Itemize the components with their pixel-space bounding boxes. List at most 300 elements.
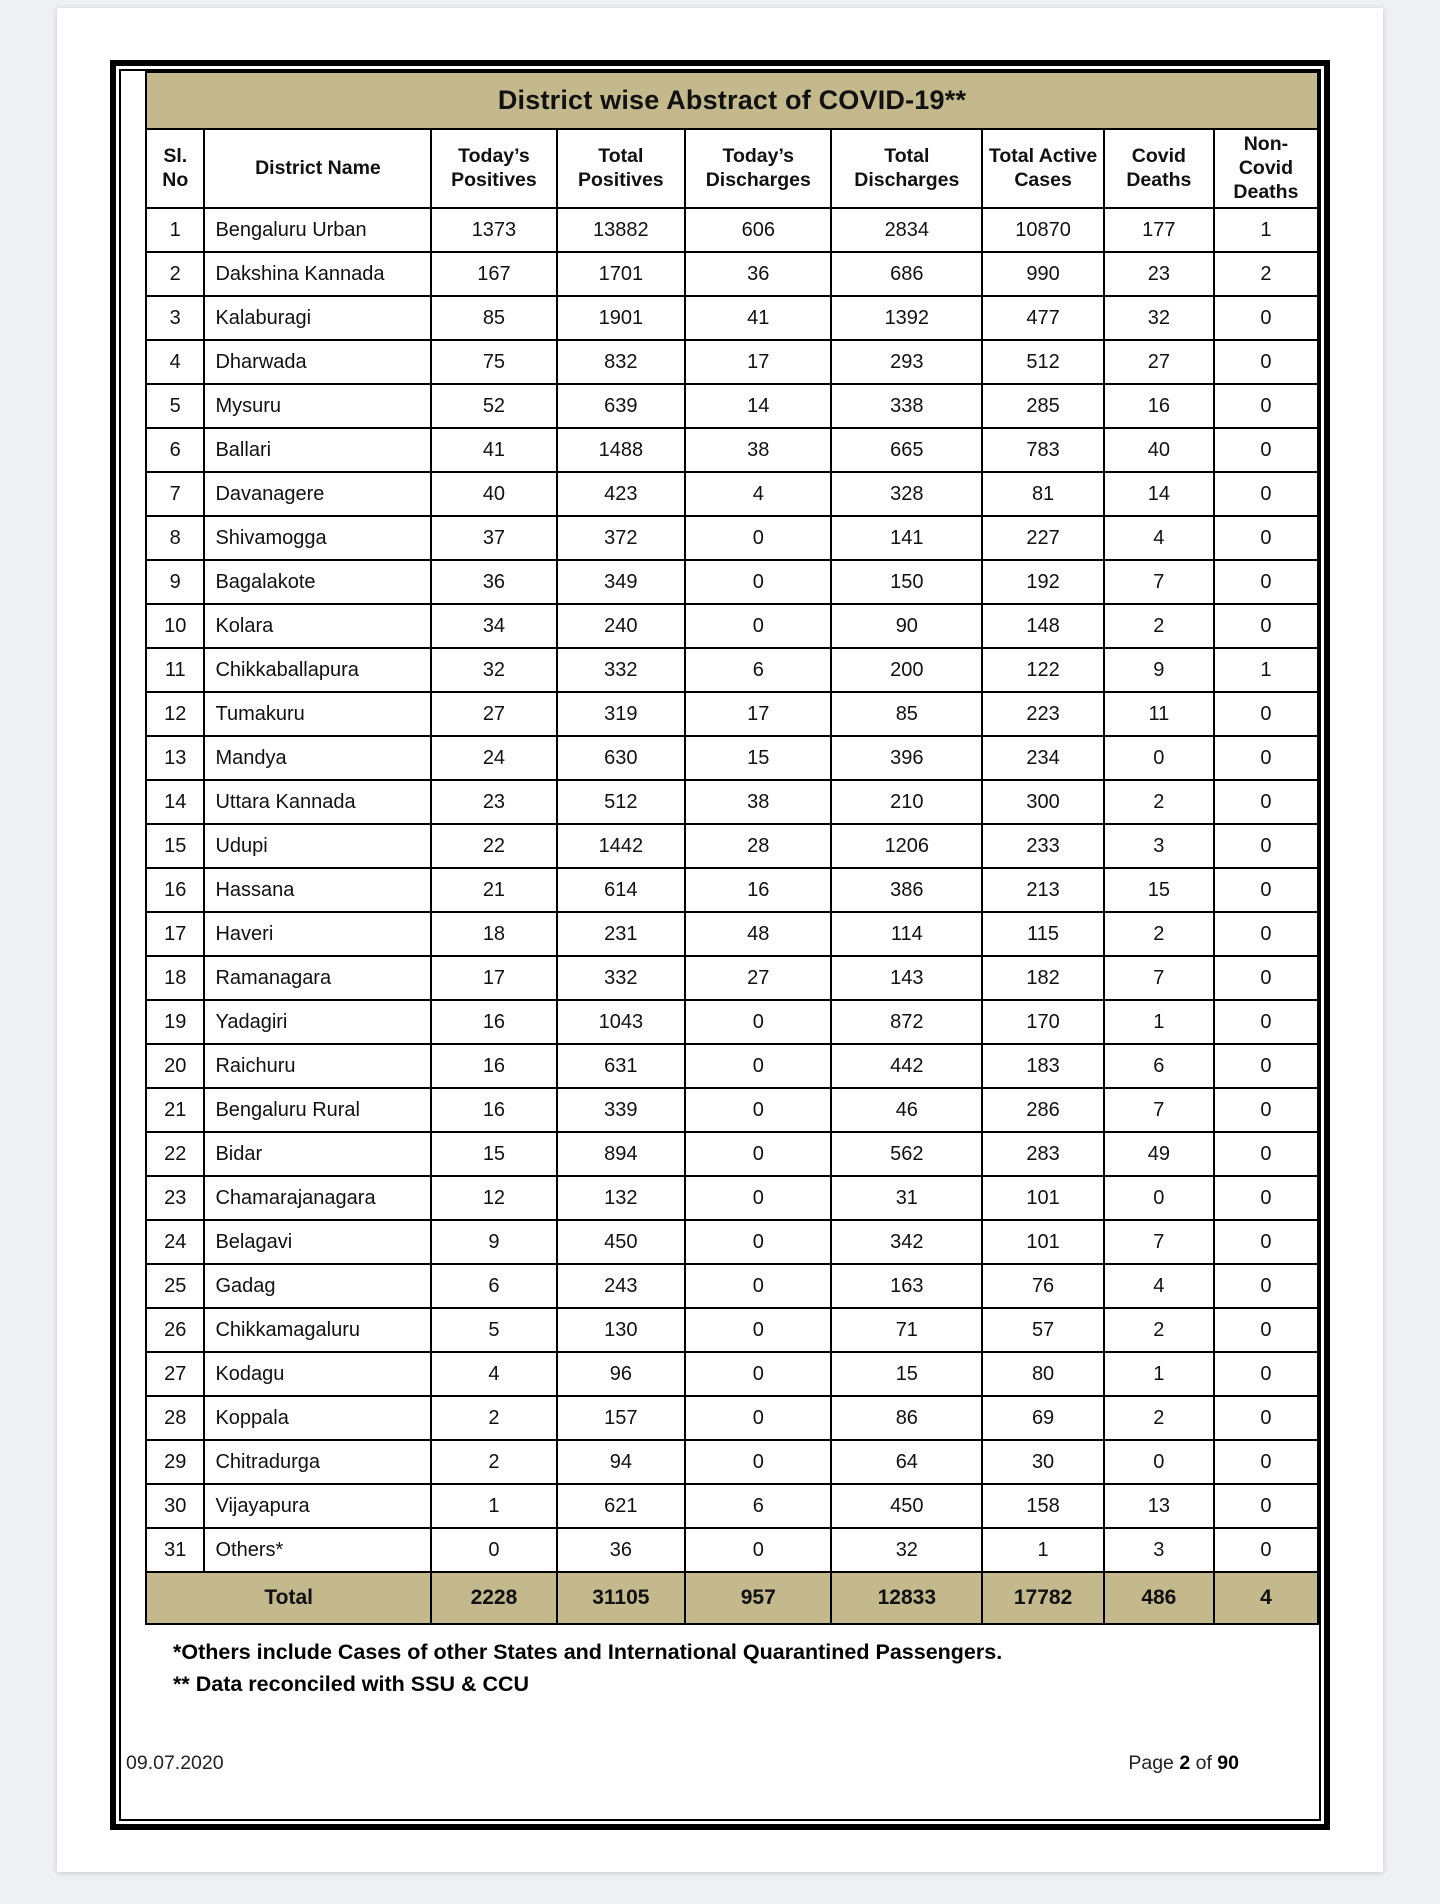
column-header-3: Total Positives — [557, 129, 686, 208]
cell-slno: 5 — [146, 384, 204, 428]
cell-district: Tumakuru — [204, 692, 431, 736]
cell-value: 2 — [1104, 912, 1214, 956]
cell-value: 12 — [431, 1176, 556, 1220]
cell-value: 2 — [431, 1396, 556, 1440]
cell-value: 143 — [831, 956, 982, 1000]
total-value: 486 — [1104, 1572, 1214, 1624]
cell-value: 332 — [557, 648, 686, 692]
cell-value: 46 — [831, 1088, 982, 1132]
page-indicator-prefix: Page — [1128, 1752, 1174, 1774]
cell-district: Kodagu — [204, 1352, 431, 1396]
table-row — [146, 1352, 1318, 1396]
cell-value: 0 — [1214, 1352, 1318, 1396]
cell-slno: 14 — [146, 780, 204, 824]
cell-value: 631 — [557, 1044, 686, 1088]
cell-value: 69 — [982, 1396, 1104, 1440]
cell-value: 0 — [1214, 296, 1318, 340]
cell-value: 606 — [685, 208, 831, 252]
cell-district: Ballari — [204, 428, 431, 472]
cell-value: 170 — [982, 1000, 1104, 1044]
cell-value: 2 — [1104, 1308, 1214, 1352]
cell-slno: 19 — [146, 1000, 204, 1044]
cell-value: 2 — [1104, 1396, 1214, 1440]
cell-value: 234 — [982, 736, 1104, 780]
cell-value: 85 — [431, 296, 556, 340]
cell-district: Davanagere — [204, 472, 431, 516]
table-row — [146, 1088, 1318, 1132]
column-header-5: Total Discharges — [831, 129, 982, 208]
cell-district: Others* — [204, 1528, 431, 1572]
cell-value: 40 — [431, 472, 556, 516]
total-value: 2228 — [431, 1572, 556, 1624]
cell-value: 477 — [982, 296, 1104, 340]
cell-slno: 2 — [146, 252, 204, 296]
cell-value: 293 — [831, 340, 982, 384]
cell-value: 94 — [557, 1440, 686, 1484]
cell-value: 80 — [982, 1352, 1104, 1396]
cell-value: 0 — [1214, 1132, 1318, 1176]
cell-district: Koppala — [204, 1396, 431, 1440]
table-row — [146, 560, 1318, 604]
cell-value: 1043 — [557, 1000, 686, 1044]
cell-value: 0 — [685, 1220, 831, 1264]
table-title: District wise Abstract of COVID-19** — [146, 72, 1318, 129]
cell-value: 7 — [1104, 956, 1214, 1000]
table-row — [146, 868, 1318, 912]
table-header-row — [146, 129, 1318, 208]
cell-value: 141 — [831, 516, 982, 560]
cell-value: 6 — [685, 1484, 831, 1528]
cell-district: Chitradurga — [204, 1440, 431, 1484]
cell-value: 0 — [1214, 1176, 1318, 1220]
cell-value: 0 — [1214, 1484, 1318, 1528]
cell-value: 686 — [831, 252, 982, 296]
cell-value: 0 — [1214, 1220, 1318, 1264]
table-row — [146, 736, 1318, 780]
cell-value: 2 — [431, 1440, 556, 1484]
table-row — [146, 1044, 1318, 1088]
cell-value: 0 — [1214, 912, 1318, 956]
cell-value: 76 — [982, 1264, 1104, 1308]
cell-value: 30 — [982, 1440, 1104, 1484]
table-row — [146, 340, 1318, 384]
cell-value: 872 — [831, 1000, 982, 1044]
cell-value: 3 — [1104, 1528, 1214, 1572]
cell-value: 0 — [1214, 384, 1318, 428]
cell-value: 0 — [1214, 736, 1318, 780]
cell-slno: 9 — [146, 560, 204, 604]
total-value: 12833 — [831, 1572, 982, 1624]
cell-value: 0 — [1214, 472, 1318, 516]
table-row — [146, 1132, 1318, 1176]
cell-value: 0 — [685, 1528, 831, 1572]
cell-value: 894 — [557, 1132, 686, 1176]
cell-value: 2 — [1104, 780, 1214, 824]
cell-slno: 15 — [146, 824, 204, 868]
cell-district: Belagavi — [204, 1220, 431, 1264]
cell-value: 1 — [1214, 648, 1318, 692]
cell-value: 1 — [982, 1528, 1104, 1572]
table-row — [146, 604, 1318, 648]
cell-value: 286 — [982, 1088, 1104, 1132]
cell-district: Chikkaballapura — [204, 648, 431, 692]
cell-value: 157 — [557, 1396, 686, 1440]
footnote-others: *Others include Cases of other States and International Quarantined Passengers. — [173, 1640, 1003, 1665]
cell-district: Dakshina Kannada — [204, 252, 431, 296]
page-indicator-total: 90 — [1217, 1752, 1239, 1774]
cell-value: 0 — [1104, 1440, 1214, 1484]
cell-value: 450 — [831, 1484, 982, 1528]
cell-value: 283 — [982, 1132, 1104, 1176]
cell-value: 23 — [1104, 252, 1214, 296]
cell-slno: 25 — [146, 1264, 204, 1308]
cell-district: Gadag — [204, 1264, 431, 1308]
cell-value: 148 — [982, 604, 1104, 648]
table-row — [146, 692, 1318, 736]
cell-value: 38 — [685, 428, 831, 472]
cell-value: 36 — [685, 252, 831, 296]
cell-slno: 6 — [146, 428, 204, 472]
cell-value: 85 — [831, 692, 982, 736]
cell-value: 1 — [1214, 208, 1318, 252]
cell-value: 349 — [557, 560, 686, 604]
table-row — [146, 1264, 1318, 1308]
cell-value: 442 — [831, 1044, 982, 1088]
cell-slno: 24 — [146, 1220, 204, 1264]
cell-value: 4 — [685, 472, 831, 516]
cell-value: 57 — [982, 1308, 1104, 1352]
cell-district: Bengaluru Rural — [204, 1088, 431, 1132]
total-value: 17782 — [982, 1572, 1104, 1624]
cell-district: Bagalakote — [204, 560, 431, 604]
cell-value: 243 — [557, 1264, 686, 1308]
cell-value: 2 — [1104, 604, 1214, 648]
cell-value: 2834 — [831, 208, 982, 252]
cell-value: 17 — [685, 692, 831, 736]
cell-value: 49 — [1104, 1132, 1214, 1176]
cell-value: 36 — [431, 560, 556, 604]
cell-value: 1206 — [831, 824, 982, 868]
cell-value: 81 — [982, 472, 1104, 516]
cell-value: 132 — [557, 1176, 686, 1220]
cell-value: 96 — [557, 1352, 686, 1396]
cell-value: 7 — [1104, 1220, 1214, 1264]
cell-district: Yadagiri — [204, 1000, 431, 1044]
cell-value: 990 — [982, 252, 1104, 296]
table-row — [146, 428, 1318, 472]
cell-value: 1901 — [557, 296, 686, 340]
cell-value: 562 — [831, 1132, 982, 1176]
cell-district: Shivamogga — [204, 516, 431, 560]
cell-district: Mandya — [204, 736, 431, 780]
cell-value: 0 — [685, 1132, 831, 1176]
cell-value: 0 — [685, 560, 831, 604]
cell-value: 0 — [1214, 1440, 1318, 1484]
cell-value: 1 — [431, 1484, 556, 1528]
cell-value: 639 — [557, 384, 686, 428]
report-date: 09.07.2020 — [126, 1752, 224, 1774]
cell-value: 342 — [831, 1220, 982, 1264]
cell-value: 1442 — [557, 824, 686, 868]
cell-slno: 21 — [146, 1088, 204, 1132]
cell-slno: 31 — [146, 1528, 204, 1572]
cell-value: 192 — [982, 560, 1104, 604]
cell-value: 338 — [831, 384, 982, 428]
column-header-8: Non-Covid Deaths — [1214, 129, 1318, 208]
cell-value: 27 — [1104, 340, 1214, 384]
cell-value: 630 — [557, 736, 686, 780]
cell-value: 101 — [982, 1176, 1104, 1220]
cell-value: 240 — [557, 604, 686, 648]
cell-district: Ramanagara — [204, 956, 431, 1000]
cell-value: 0 — [1214, 604, 1318, 648]
cell-value: 150 — [831, 560, 982, 604]
footnotes — [145, 1625, 1319, 1699]
cell-value: 16 — [431, 1044, 556, 1088]
cell-value: 0 — [1214, 1088, 1318, 1132]
cell-value: 13882 — [557, 208, 686, 252]
cell-district: Kolara — [204, 604, 431, 648]
cell-value: 6 — [1104, 1044, 1214, 1088]
cell-value: 4 — [1104, 1264, 1214, 1308]
cell-value: 0 — [1214, 560, 1318, 604]
cell-value: 48 — [685, 912, 831, 956]
cell-slno: 22 — [146, 1132, 204, 1176]
cell-value: 0 — [685, 1044, 831, 1088]
cell-district: Dharwada — [204, 340, 431, 384]
cell-value: 5 — [431, 1308, 556, 1352]
cell-value: 9 — [1104, 648, 1214, 692]
cell-value: 15 — [1104, 868, 1214, 912]
table-body — [146, 208, 1318, 1572]
cell-value: 15 — [431, 1132, 556, 1176]
cell-value: 27 — [431, 692, 556, 736]
cell-value: 6 — [685, 648, 831, 692]
cell-slno: 16 — [146, 868, 204, 912]
table-row — [146, 1484, 1318, 1528]
cell-value: 0 — [1214, 824, 1318, 868]
total-value: 4 — [1214, 1572, 1318, 1624]
table-row — [146, 1440, 1318, 1484]
cell-slno: 18 — [146, 956, 204, 1000]
cell-value: 0 — [1214, 1000, 1318, 1044]
cell-value: 0 — [1214, 956, 1318, 1000]
cell-value: 0 — [685, 1352, 831, 1396]
cell-slno: 11 — [146, 648, 204, 692]
page-indicator-of: of — [1195, 1752, 1212, 1774]
table-title-row — [146, 72, 1318, 129]
cell-value: 0 — [1104, 736, 1214, 780]
cell-value: 0 — [1214, 1044, 1318, 1088]
cell-value: 2 — [1214, 252, 1318, 296]
cell-value: 0 — [431, 1528, 556, 1572]
cell-value: 332 — [557, 956, 686, 1000]
cell-value: 10870 — [982, 208, 1104, 252]
table-row — [146, 1528, 1318, 1572]
cell-value: 64 — [831, 1440, 982, 1484]
cell-value: 223 — [982, 692, 1104, 736]
cell-value: 182 — [982, 956, 1104, 1000]
cell-value: 34 — [431, 604, 556, 648]
cell-value: 231 — [557, 912, 686, 956]
cell-value: 183 — [982, 1044, 1104, 1088]
cell-value: 15 — [685, 736, 831, 780]
cell-value: 614 — [557, 868, 686, 912]
cell-value: 27 — [685, 956, 831, 1000]
cell-value: 0 — [1214, 1264, 1318, 1308]
document-footer — [126, 1752, 1239, 1775]
cell-value: 122 — [982, 648, 1104, 692]
cell-slno: 27 — [146, 1352, 204, 1396]
cell-value: 210 — [831, 780, 982, 824]
cell-value: 0 — [685, 1176, 831, 1220]
cell-value: 9 — [431, 1220, 556, 1264]
cell-value: 36 — [557, 1528, 686, 1572]
cell-value: 41 — [431, 428, 556, 472]
table-row — [146, 1308, 1318, 1352]
cell-value: 450 — [557, 1220, 686, 1264]
cell-slno: 23 — [146, 1176, 204, 1220]
cell-district: Vijayapura — [204, 1484, 431, 1528]
cell-value: 32 — [831, 1528, 982, 1572]
cell-district: Bengaluru Urban — [204, 208, 431, 252]
cell-slno: 10 — [146, 604, 204, 648]
table-row — [146, 1000, 1318, 1044]
cell-value: 38 — [685, 780, 831, 824]
cell-value: 423 — [557, 472, 686, 516]
cell-value: 21 — [431, 868, 556, 912]
cell-value: 37 — [431, 516, 556, 560]
column-header-7: Covid Deaths — [1104, 129, 1214, 208]
cell-value: 0 — [1214, 428, 1318, 472]
cell-value: 16 — [685, 868, 831, 912]
cell-value: 512 — [982, 340, 1104, 384]
page-border-frame — [110, 60, 1330, 1830]
cell-slno: 13 — [146, 736, 204, 780]
cell-value: 621 — [557, 1484, 686, 1528]
cell-value: 372 — [557, 516, 686, 560]
cell-value: 0 — [1214, 868, 1318, 912]
cell-value: 17 — [431, 956, 556, 1000]
cell-value: 1488 — [557, 428, 686, 472]
cell-district: Chikkamagaluru — [204, 1308, 431, 1352]
cell-slno: 26 — [146, 1308, 204, 1352]
table-row — [146, 780, 1318, 824]
table-total-row — [146, 1572, 1318, 1624]
cell-value: 328 — [831, 472, 982, 516]
cell-value: 512 — [557, 780, 686, 824]
cell-district: Chamarajanagara — [204, 1176, 431, 1220]
table-row — [146, 648, 1318, 692]
cell-value: 0 — [685, 1264, 831, 1308]
cell-value: 0 — [685, 516, 831, 560]
cell-value: 101 — [982, 1220, 1104, 1264]
cell-value: 1373 — [431, 208, 556, 252]
cell-value: 11 — [1104, 692, 1214, 736]
table-row — [146, 1176, 1318, 1220]
document-page — [57, 8, 1383, 1872]
covid-abstract-table — [145, 71, 1319, 1625]
cell-value: 40 — [1104, 428, 1214, 472]
cell-value: 75 — [431, 340, 556, 384]
cell-value: 0 — [1104, 1176, 1214, 1220]
cell-value: 16 — [1104, 384, 1214, 428]
cell-value: 31 — [831, 1176, 982, 1220]
cell-value: 0 — [1214, 1528, 1318, 1572]
cell-value: 167 — [431, 252, 556, 296]
cell-value: 0 — [685, 1000, 831, 1044]
page-indicator — [1128, 1752, 1239, 1775]
cell-value: 7 — [1104, 1088, 1214, 1132]
cell-value: 0 — [1214, 340, 1318, 384]
cell-value: 0 — [685, 1308, 831, 1352]
cell-value: 339 — [557, 1088, 686, 1132]
cell-slno: 29 — [146, 1440, 204, 1484]
cell-value: 6 — [431, 1264, 556, 1308]
cell-value: 665 — [831, 428, 982, 472]
cell-value: 4 — [1104, 516, 1214, 560]
total-value: 31105 — [557, 1572, 686, 1624]
column-header-2: Today’s Positives — [431, 129, 556, 208]
cell-value: 14 — [1104, 472, 1214, 516]
cell-slno: 8 — [146, 516, 204, 560]
column-header-1: District Name — [204, 129, 431, 208]
column-header-0: Sl. No — [146, 129, 204, 208]
table-row — [146, 824, 1318, 868]
cell-value: 0 — [685, 604, 831, 648]
cell-value: 16 — [431, 1088, 556, 1132]
cell-value: 832 — [557, 340, 686, 384]
cell-value: 300 — [982, 780, 1104, 824]
cell-slno: 4 — [146, 340, 204, 384]
table-row — [146, 956, 1318, 1000]
cell-value: 0 — [685, 1396, 831, 1440]
cell-value: 23 — [431, 780, 556, 824]
cell-slno: 7 — [146, 472, 204, 516]
total-label: Total — [146, 1572, 431, 1624]
cell-value: 396 — [831, 736, 982, 780]
cell-slno: 30 — [146, 1484, 204, 1528]
table-row — [146, 516, 1318, 560]
table-row — [146, 296, 1318, 340]
cell-value: 1701 — [557, 252, 686, 296]
cell-value: 0 — [1214, 780, 1318, 824]
cell-value: 163 — [831, 1264, 982, 1308]
page-border-frame-inner — [119, 69, 1321, 1821]
table-row — [146, 208, 1318, 252]
cell-value: 13 — [1104, 1484, 1214, 1528]
table-row — [146, 384, 1318, 428]
cell-district: Haveri — [204, 912, 431, 956]
table-row — [146, 252, 1318, 296]
cell-district: Udupi — [204, 824, 431, 868]
cell-district: Hassana — [204, 868, 431, 912]
cell-value: 7 — [1104, 560, 1214, 604]
cell-value: 18 — [431, 912, 556, 956]
cell-value: 32 — [431, 648, 556, 692]
cell-district: Mysuru — [204, 384, 431, 428]
cell-value: 71 — [831, 1308, 982, 1352]
cell-value: 15 — [831, 1352, 982, 1396]
cell-value: 24 — [431, 736, 556, 780]
cell-district: Uttara Kannada — [204, 780, 431, 824]
cell-value: 0 — [685, 1088, 831, 1132]
column-header-4: Today’s Discharges — [685, 129, 831, 208]
cell-value: 233 — [982, 824, 1104, 868]
cell-value: 0 — [1214, 1396, 1318, 1440]
cell-value: 41 — [685, 296, 831, 340]
page-indicator-number: 2 — [1179, 1752, 1191, 1774]
